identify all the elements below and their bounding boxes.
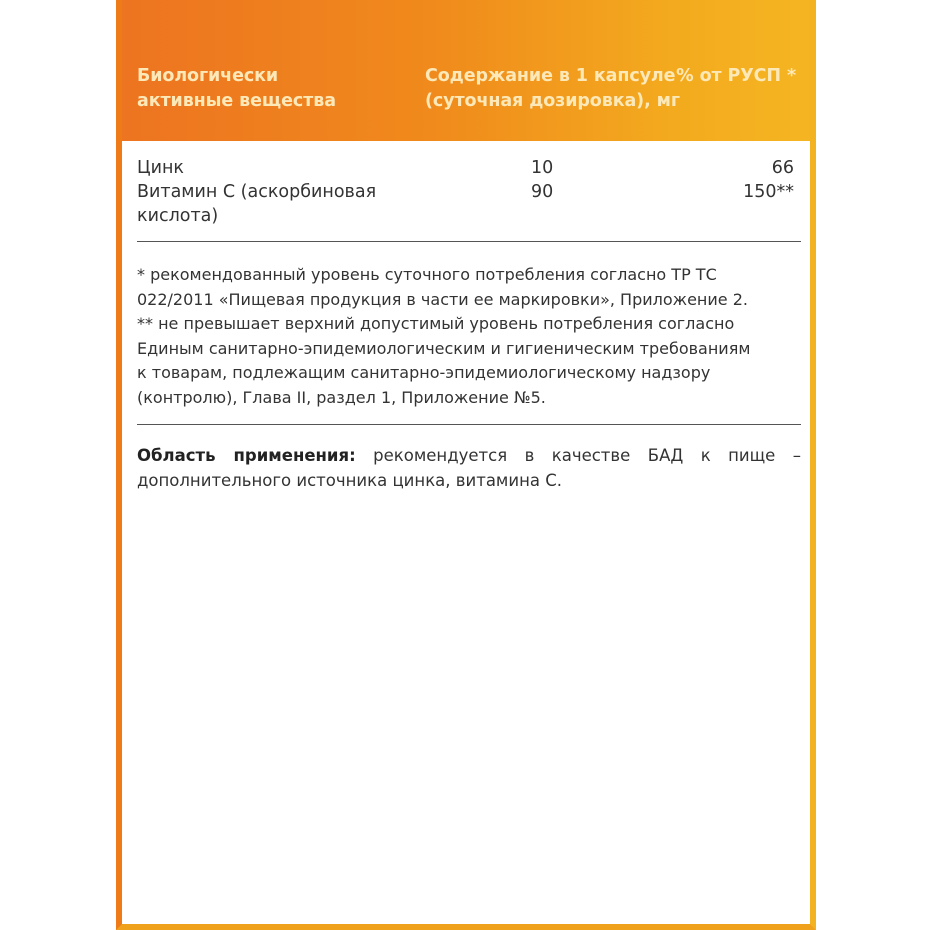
footnote-line: ** не превышает верхний допустимый уровень потребления согласно <box>137 314 735 333</box>
usage-label: Область применения: <box>137 446 356 465</box>
header-content-line1: Содержание в 1 капсуле <box>425 66 676 86</box>
footnote-line: Единым санитарно-эпидемиологическим и гигиеническим требованиям <box>137 338 751 358</box>
divider-notes-bottom <box>137 424 801 425</box>
header-substances <box>137 64 336 114</box>
row-vitamin-c-name <box>137 180 376 228</box>
row-vitamin-c-name-line2: кислота) <box>137 206 219 226</box>
row-vitamin-c-percent: 150** <box>743 182 794 202</box>
header-percent-rusp: % от РУСП * <box>676 66 796 86</box>
footnote-line: к товарам, подлежащим санитарно-эпидемиологическому надзору <box>137 363 711 382</box>
row-zinc-amount: 10 <box>531 158 554 178</box>
footnote-line: 022/2011 «Пищевая продукция в части ее маркировки», Приложение 2. <box>137 289 748 309</box>
row-zinc-name <box>137 156 184 180</box>
header-substances-line1: Биологически <box>137 66 279 86</box>
divider-table-bottom <box>137 241 801 242</box>
row-zinc-name-text: Цинк <box>137 158 184 178</box>
footnotes <box>137 263 801 410</box>
header-substances-line2: активные вещества <box>137 91 336 111</box>
product-info-panel <box>116 0 816 930</box>
row-vitamin-c-amount: 90 <box>531 182 554 202</box>
usage-paragraph <box>137 443 801 493</box>
table-header <box>122 0 810 141</box>
row-vitamin-c-name-line1: Витамин С (аскорбиновая <box>137 182 377 202</box>
header-content-line2: (суточная дозировка), мг <box>425 91 680 111</box>
footnote-line: * рекомендованный уровень суточного потребления согласно ТР ТС <box>137 265 717 284</box>
footnote-line: (контролю), Глава II, раздел 1, Приложение №5. <box>137 387 546 407</box>
header-content-per-capsule <box>425 64 680 114</box>
row-zinc-percent: 66 <box>771 158 794 178</box>
usage-text: рекомендуется в качестве БАД к пище – дополнительного источника цинка, витамина С. <box>137 446 802 490</box>
